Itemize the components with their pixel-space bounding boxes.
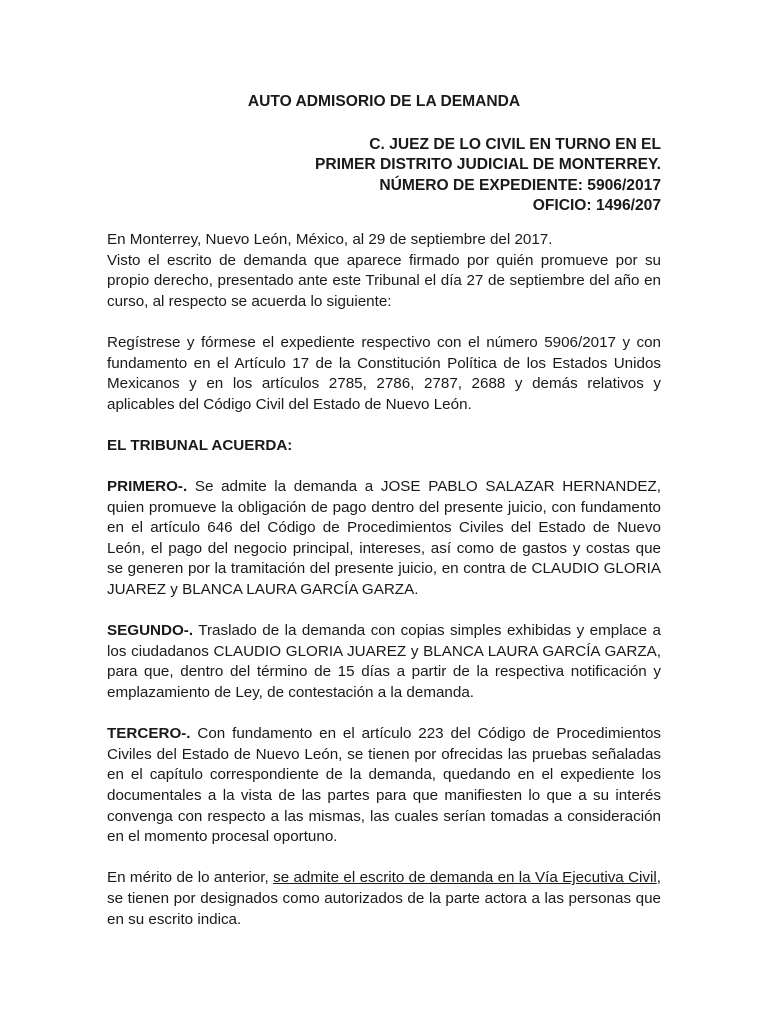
tercero-paragraph [107, 724, 661, 848]
primero-paragraph [107, 477, 661, 601]
addressee-line-district: PRIMER DISTRITO JUDICIAL DE MONTERREY. [315, 156, 661, 174]
addressee-line-judge: C. JUEZ DE LO CIVIL EN TURNO EN EL [369, 135, 661, 153]
oficio-number: OFICIO: 1496/207 [532, 197, 661, 215]
registro-paragraph: Regístrese y fórmese el expediente respectivo con el número 5906/2017 y con fundamento en el Artículo 17 de la Constitución Política de los Estados Unidos Mexicanos y en los artículos 2785, 2786, 2787, 2688 y demás relativos y aplicables del Código Civil del Estado de Nuevo León. [107, 333, 661, 413]
acuerda-heading: EL TRIBUNAL ACUERDA: [107, 436, 293, 454]
closing-after: , se tienen por designados como autorizados de la parte actora a las personas que en su escrito indica. [107, 869, 661, 928]
intro-paragraph: Visto el escrito de demanda que aparece firmado por quién promueve por su propio derecho, presentado ante este Tribunal el día 27 de septiembre del año en curso, al respecto se acuerda lo siguiente: [107, 251, 661, 310]
segundo-paragraph [107, 621, 661, 703]
expediente-number: NÚMERO DE EXPEDIENTE: 5906/2017 [379, 176, 661, 194]
document-page [107, 92, 661, 951]
closing-before: En mérito de lo anterior, [107, 869, 274, 887]
document-title: AUTO ADMISORIO DE LA DEMANDA [247, 93, 521, 110]
tercero-label: TERCERO-. [107, 725, 191, 743]
closing-underlined: se admite el escrito de demanda en la Vía Ejecutiva Civil [273, 869, 657, 887]
segundo-label: SEGUNDO-. [107, 622, 194, 640]
addressee-block [107, 135, 661, 217]
tercero-text: Con fundamento en el artículo 223 del Código de Procedimientos Civiles del Estado de Nuevo León, se tienen por ofrecidas las pruebas señaladas en el capítulo correspondiente de la demanda, quedando en el expediente los documentales a la vista de las partes para que manifiesten lo que a su interés convenga con respecto a las mismas, las cuales serían tomadas a consideración en el momento procesal oportuno. [107, 725, 661, 846]
date-line: En Monterrey, Nuevo León, México, al 29 de septiembre del 2017. [107, 230, 553, 248]
primero-label: PRIMERO-. [107, 478, 188, 496]
primero-text: Se admite la demanda a JOSE PABLO SALAZAR HERNANDEZ, quien promueve la obligación de pago dentro del presente juicio, con fundamento en el artículo 646 del Código de Procedimientos Civiles del Estado de Nuevo León, el pago del negocio principal, intereses, así como de gastos y costas que se generen por la tramitación del presente juicio, en contra de CLAUDIO GLORIA JUAREZ y BLANCA LAURA GARCÍA GARZA. [107, 478, 661, 599]
closing-paragraph [107, 868, 661, 930]
segundo-text: Traslado de la demanda con copias simples exhibidas y emplace a los ciudadanos CLAUDIO GLORIA JUAREZ y BLANCA LAURA GARCÍA GARZA, para que, dentro del término de 15 días a partir de la respectiva notificación y emplazamiento de Ley, de contestación a la demanda. [107, 622, 661, 702]
